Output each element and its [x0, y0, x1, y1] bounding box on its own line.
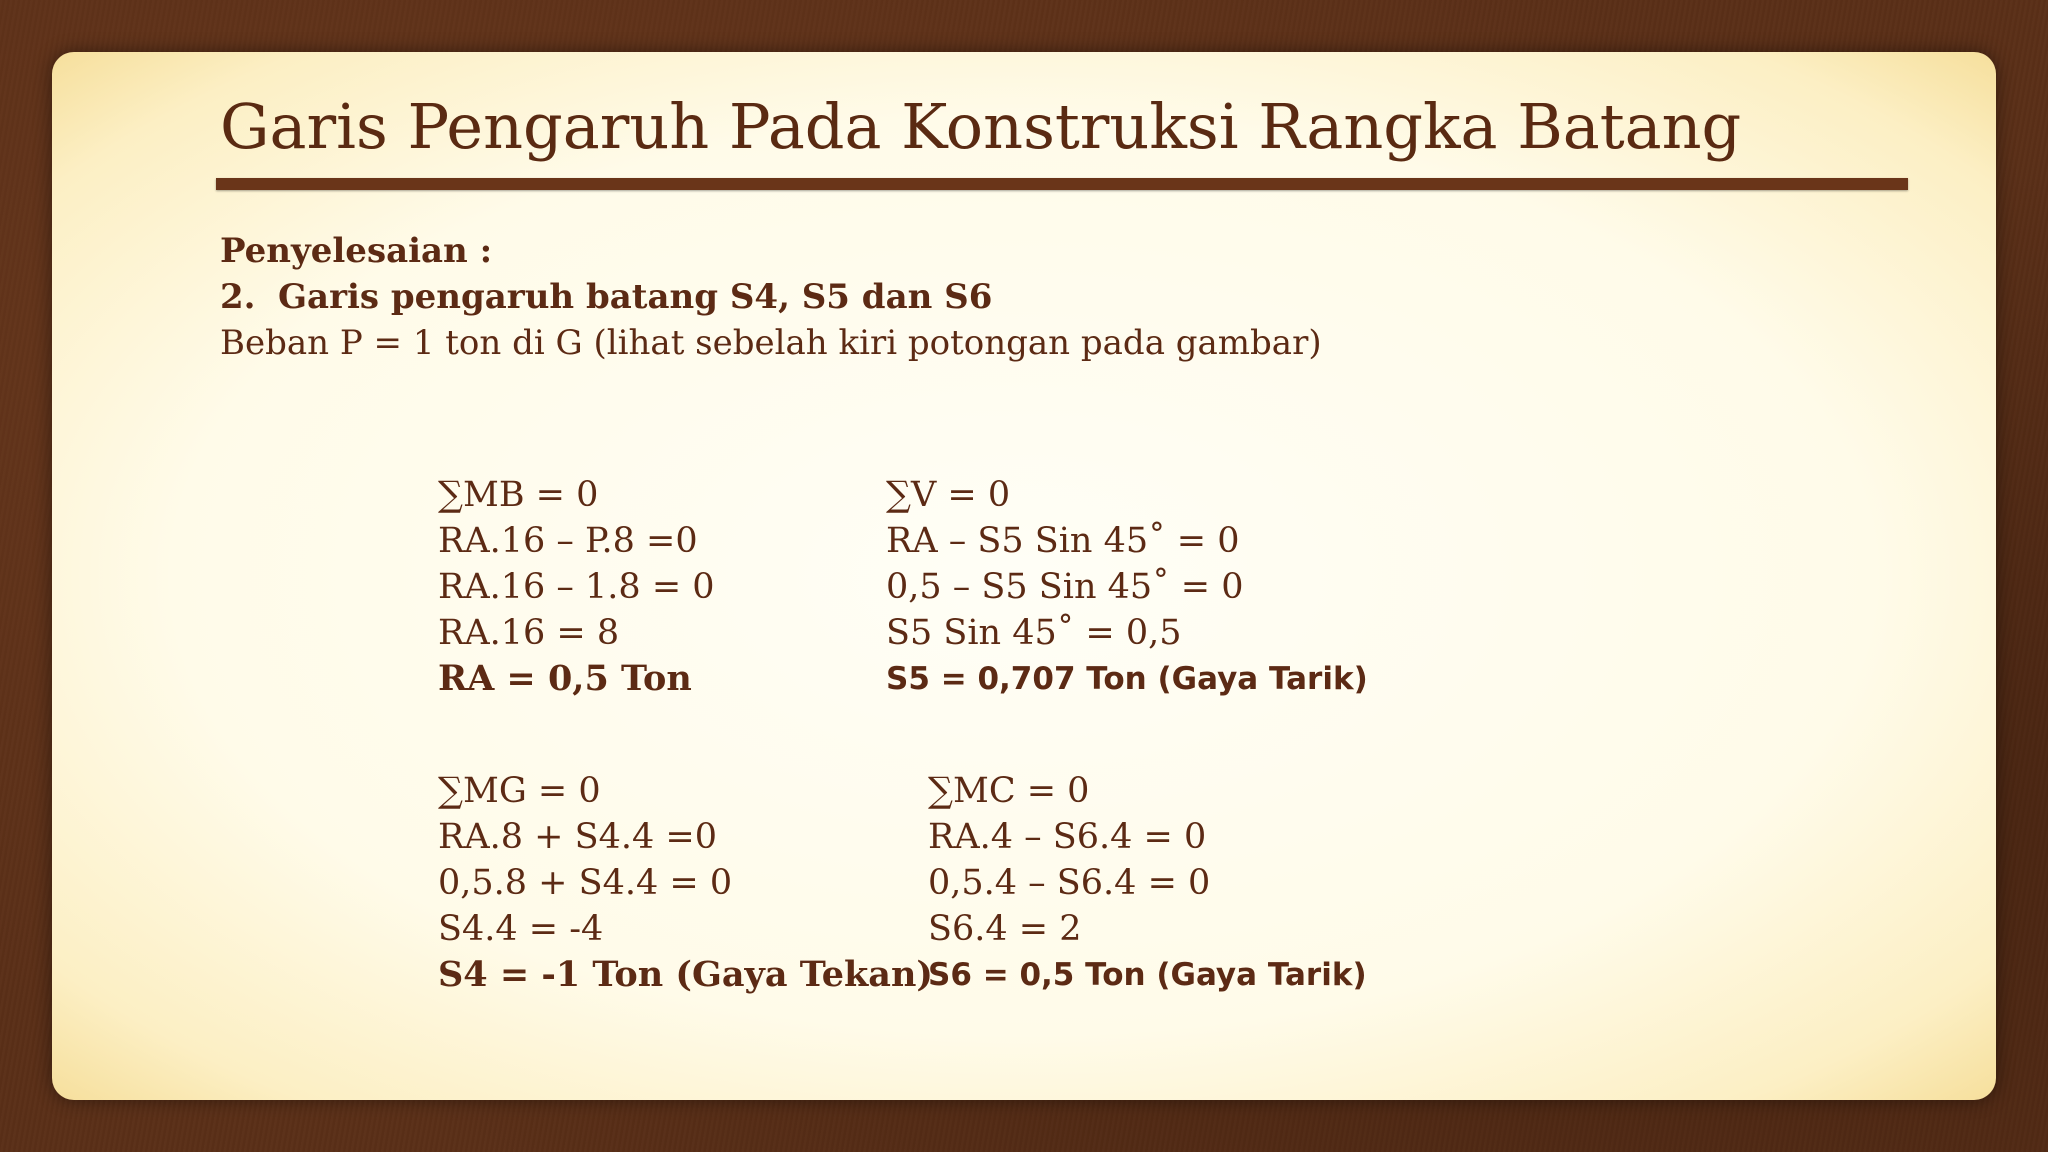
- equation-line: S5 Sin 45˚ = 0,5: [886, 613, 1182, 653]
- equation-result: S5 = 0,707 Ton (Gaya Tarik): [886, 661, 1368, 697]
- title-underline: [216, 178, 1908, 190]
- equation-block-sum-v: [886, 472, 1368, 702]
- equation-line: RA.4 – S6.4 = 0: [928, 817, 1207, 857]
- list-item-2: [220, 274, 1322, 320]
- equation-line: RA.16 = 8: [438, 613, 620, 653]
- equation-result: RA = 0,5 Ton: [438, 658, 692, 699]
- equation-line: ∑MG = 0: [438, 771, 601, 811]
- equation-block-sum-mc: [928, 768, 1367, 998]
- equation-block-sum-mb: [438, 472, 715, 702]
- solution-heading: Penyelesaian :: [220, 231, 493, 271]
- equation-result: S6 = 0,5 Ton (Gaya Tarik): [928, 957, 1367, 993]
- list-number: 2.: [220, 277, 256, 317]
- slide-panel: [52, 52, 1996, 1100]
- equation-block-sum-mg: [438, 768, 933, 998]
- equation-line: RA.16 – P.8 =0: [438, 521, 698, 561]
- equation-line: ∑MC = 0: [928, 771, 1090, 811]
- equation-result: S4 = -1 Ton (Gaya Tekan): [438, 954, 933, 995]
- load-description: Beban P = 1 ton di G (lihat sebelah kiri potongan pada gambar): [220, 323, 1322, 363]
- equation-line: 0,5.8 + S4.4 = 0: [438, 863, 733, 903]
- list-item-text: Garis pengaruh batang S4, S5 dan S6: [278, 277, 993, 317]
- equation-line: ∑V = 0: [886, 475, 1011, 515]
- equation-line: RA – S5 Sin 45˚ = 0: [886, 521, 1240, 561]
- equation-line: S6.4 = 2: [928, 909, 1082, 949]
- equation-line: RA.16 – 1.8 = 0: [438, 567, 715, 607]
- solution-intro: [220, 228, 1322, 366]
- equation-line: ∑MB = 0: [438, 475, 599, 515]
- equation-line: 0,5.4 – S6.4 = 0: [928, 863, 1211, 903]
- slide-title: Garis Pengaruh Pada Konstruksi Rangka Batang: [220, 90, 1742, 163]
- equation-line: S4.4 = -4: [438, 909, 604, 949]
- equation-line: RA.8 + S4.4 =0: [438, 817, 717, 857]
- equation-line: 0,5 – S5 Sin 45˚ = 0: [886, 567, 1244, 607]
